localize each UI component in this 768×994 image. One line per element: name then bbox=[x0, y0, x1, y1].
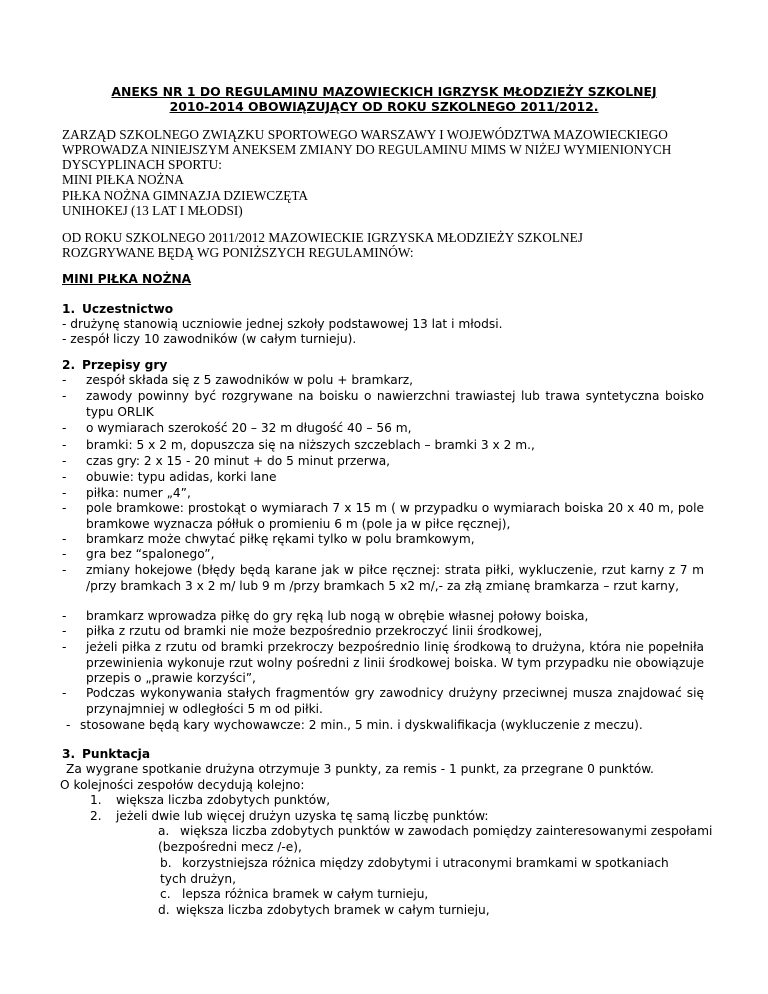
sub-letter: d. bbox=[158, 903, 170, 917]
rule-item: zawody powinny być rozgrywane na boisku o nawierzchni trawiastej lub trawa syntetyczna boisko typu ORLIK bbox=[86, 389, 704, 419]
section-3-heading bbox=[62, 747, 150, 763]
sub-item: korzystniejsza różnica między zdobytymi i utraconymi bramkami w spotkaniach bbox=[182, 856, 669, 870]
bullet-dash: - bbox=[62, 373, 67, 387]
sub-letter: b. bbox=[160, 856, 172, 870]
rule-item: czas gry: 2 x 15 - 20 minut + do 5 minut przerwa, bbox=[86, 454, 391, 468]
intro-line: OD ROKU SZKOLNEGO 2011/2012 MAZOWIECKIE IGRZYSKA MŁODZIEŻY SZKOLNEJ bbox=[62, 230, 583, 245]
sub-item: lepsza różnica bramek w całym turnieju, bbox=[182, 887, 429, 901]
section-number: 2. bbox=[62, 358, 76, 372]
bullet-dash: - bbox=[66, 718, 71, 732]
rule-item: Podczas wykonywania stałych fragmentów gry zawodnicy drużyny przeciwnej musza znajdować się przynajmniej w odległości 5 m od piłki. bbox=[86, 686, 704, 716]
ordered-number: 2. bbox=[90, 809, 102, 823]
sub-item: większa liczba zdobytych punktów w zawodach pomiędzy zainteresowanymi zespołami bbox=[180, 824, 713, 838]
sub-item: większa liczba zdobytych bramek w całym turnieju, bbox=[176, 903, 490, 917]
scoring-intro: Za wygrane spotkanie drużyna otrzymuje 3 punkty, za remis - 1 punkt, za przegrane 0 punktów. bbox=[66, 762, 654, 776]
rule-item: pole bramkowe: prostokąt o wymiarach 7 x 15 m ( w przypadku o wymiarach boiska 20 x 40 m, pole bramkowe wyznacza półłuk o promieniu 6 m (pole ja w piłce ręcznej), bbox=[86, 501, 704, 531]
section-number: 1. bbox=[62, 302, 76, 316]
bullet-dash: - bbox=[62, 624, 67, 638]
intro-line: DYSCYPLINACH SPORTU: bbox=[62, 157, 222, 172]
section-title: MINI PIŁKA NOŻNA bbox=[62, 272, 192, 286]
intro-line: MINI PIŁKA NOŻNA bbox=[62, 172, 184, 187]
bullet-dash: - bbox=[62, 421, 67, 435]
rule-item: zespół składa się z 5 zawodników w polu + bramkarz, bbox=[86, 373, 414, 387]
bullet-dash: - bbox=[62, 470, 67, 484]
section-heading-text: Uczestnictwo bbox=[82, 302, 174, 316]
bullet-dash: - bbox=[62, 438, 67, 452]
rule-item: bramkarz wprowadza piłkę do gry ręką lub nogą w obrębie własnej połowy boiska, bbox=[86, 609, 589, 623]
bullet-dash: - bbox=[62, 486, 67, 500]
section-heading-text: Przepisy gry bbox=[82, 358, 168, 372]
scoring-intro: O kolejności zespołów decydują kolejno: bbox=[60, 778, 305, 792]
bullet-dash: - bbox=[62, 454, 67, 468]
sub-item: (bezpośredni mecz /-e), bbox=[158, 840, 302, 854]
intro-line: ROZGRYWANE BĘDĄ WG PONIŻSZYCH REGULAMINÓW: bbox=[62, 245, 414, 260]
rule-item: gra bez “spalonego”, bbox=[86, 547, 215, 561]
ordered-item: jeżeli dwie lub więcej drużyn uzyska tę samą liczbę punktów: bbox=[116, 809, 489, 823]
rule-item: bramki: 5 x 2 m, dopuszcza się na niższych szczeblach – bramki 3 x 2 m., bbox=[86, 438, 535, 452]
document-title-line-1: ANEKS NR 1 DO REGULAMINU MAZOWIECKICH IGRZYSK MŁODZIEŻY SZKOLNEJ bbox=[111, 84, 657, 99]
rule-item: o wymiarach szerokość 20 – 32 m długość 40 – 56 m, bbox=[86, 421, 412, 435]
ordered-number: 1. bbox=[90, 793, 102, 807]
bullet-dash: - bbox=[62, 389, 67, 403]
rule-item: stosowane będą kary wychowawcze: 2 min., 5 min. i dyskwalifikacja (wykluczenie z meczu). bbox=[80, 718, 643, 732]
document-title-line-2: 2010-2014 OBOWIĄZUJĄCY OD ROKU SZKOLNEGO 2011/2012. bbox=[169, 99, 599, 114]
bullet-dash: - bbox=[62, 532, 67, 546]
section-2-heading bbox=[62, 358, 167, 374]
bullet-dash: - bbox=[62, 547, 67, 561]
intro-line: WPROWADZA NINIEJSZYM ANEKSEM ZMIANY DO REGULAMINU MIMS W NIŻEJ WYMIENIONYCH bbox=[62, 142, 672, 157]
bullet-dash: - bbox=[62, 563, 67, 577]
bullet-dash: - bbox=[62, 686, 67, 700]
bullet-dash: - bbox=[62, 501, 67, 515]
sub-letter: c. bbox=[160, 887, 171, 901]
participation-line: - drużynę stanowią uczniowie jednej szkoły podstawowej 13 lat i młodsi. bbox=[62, 317, 503, 331]
rule-item: zmiany hokejowe (błędy będą karane jak w piłce ręcznej: strata piłki, wykluczenie, rzut karny z 7 m /przy bramkach 3 x 2 m/ lub 9 m /przy bramkach 5 x2 m/,- za złą zmianę bramkarza – rzut karny, bbox=[86, 563, 704, 593]
intro-line: UNIHOKEJ (13 LAT I MŁODSI) bbox=[62, 203, 243, 218]
ordered-item: większa liczba zdobytych punktów, bbox=[116, 793, 331, 807]
section-heading-text: Punktacja bbox=[82, 747, 151, 761]
rule-item: piłka z rzutu od bramki nie może bezpośrednio przekroczyć linii środkowej, bbox=[86, 624, 543, 638]
intro-line: ZARZĄD SZKOLNEGO ZWIĄZKU SPORTOWEGO WARSZAWY I WOJEWÓDZTWA MAZOWIECKIEGO bbox=[62, 127, 668, 142]
participation-line: - zespół liczy 10 zawodników (w całym turnieju). bbox=[62, 332, 357, 346]
rule-item: obuwie: typu adidas, korki lane bbox=[86, 470, 277, 484]
bullet-dash: - bbox=[62, 609, 67, 623]
bullet-dash: - bbox=[62, 640, 67, 654]
rule-item: jeżeli piłka z rzutu od bramki przekroczy bezpośrednio linię środkową to drużyna, która nie popełniła przewinienia wykonuje rzut wolny pośredni z linii środkowej boiska. W tym przypadku nie obowiązuje przepis o „prawie korzyści”, bbox=[86, 640, 704, 685]
rule-item: bramkarz może chwytać piłkę rękami tylko w polu bramkowym, bbox=[86, 532, 475, 546]
rule-item: piłka: numer „4”, bbox=[86, 486, 191, 500]
sub-item: tych drużyn, bbox=[160, 872, 236, 886]
intro-line: PIŁKA NOŻNA GIMNAZJA DZIEWCZĘTA bbox=[62, 188, 309, 203]
sub-letter: a. bbox=[158, 824, 170, 838]
section-1-heading bbox=[62, 302, 173, 318]
section-number: 3. bbox=[62, 747, 76, 761]
